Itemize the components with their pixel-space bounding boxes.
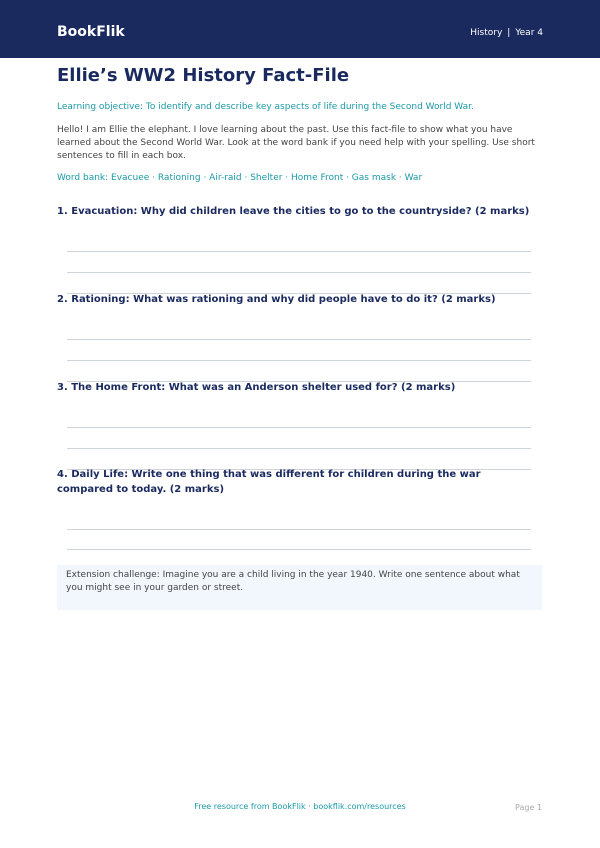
brand-logo-text: BookFlik: [57, 24, 125, 40]
subject-label: History: [470, 28, 503, 38]
question-3: 3. The Home Front: What was an Anderson shelter used for? (2 marks): [57, 382, 456, 393]
word-bank: Word bank: Evacuee · Rationing · Air-raid · Shelter · Home Front · Gas mask · War: [57, 173, 423, 183]
page-number: Page 1: [515, 803, 542, 812]
footer-credit: Free resource from BookFlik · bookflik.com/resources: [194, 802, 406, 811]
header-meta: [470, 27, 543, 39]
answer-line-4a[interactable]: [67, 529, 531, 530]
answer-line-3a[interactable]: [67, 427, 531, 428]
learning-objective: Learning objective: To identify and describe key aspects of life during the Second World War.: [57, 102, 474, 112]
extension-challenge-box: Extension challenge: Imagine you are a child living in the year 1940. Write one sentence about what you might see in your garden or street.: [57, 565, 542, 610]
answer-line-2a[interactable]: [67, 339, 531, 340]
header-separator: |: [507, 28, 511, 38]
answer-line-1a[interactable]: [67, 251, 531, 252]
answer-line-3b[interactable]: [67, 448, 531, 449]
page-header: [0, 0, 600, 58]
page-title: Ellie’s WW2 History Fact-File: [57, 65, 350, 86]
question-2: 2. Rationing: What was rationing and why did people have to do it? (2 marks): [57, 294, 496, 305]
intro-text: Hello! I am Ellie the elephant. I love learning about the past. Use this fact-file to show what you have learned about the Second World War. Look at the word bank if you need help with your spelling. Use short sentences to fill in each box.: [57, 125, 535, 161]
question-4: 4. Daily Life: Write one thing that was different for children during the war compared to today. (2 marks): [57, 469, 481, 495]
question-1: 1. Evacuation: Why did children leave the cities to go to the countryside? (2 marks): [57, 206, 530, 217]
answer-line-2b[interactable]: [67, 360, 531, 361]
year-label: Year 4: [515, 28, 543, 38]
answer-line-4b[interactable]: [67, 549, 531, 550]
answer-line-1b[interactable]: [67, 272, 531, 273]
